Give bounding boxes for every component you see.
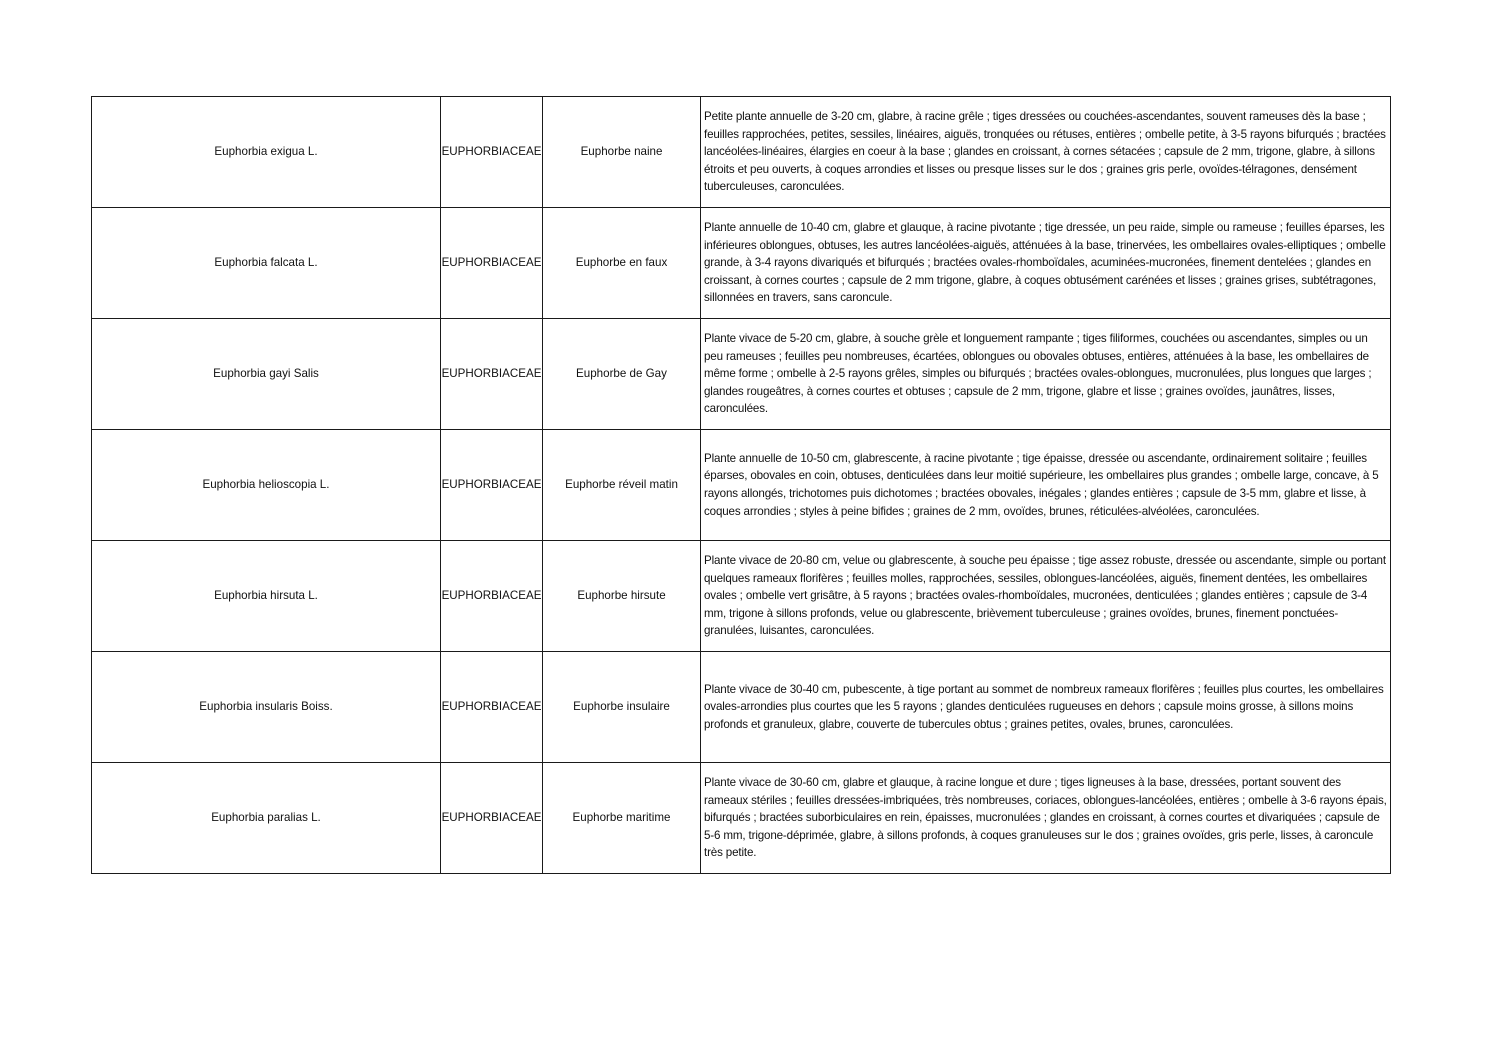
scientific-name-cell: Euphorbia paralias L. — [92, 763, 441, 874]
table-row — [92, 541, 1391, 652]
family-cell: EUPHORBIACEAE — [441, 97, 543, 208]
description-cell: Plante vivace de 5-20 cm, glabre, à souche grèle et longuement rampante ; tiges filiformes, couchées ou ascendantes, simples ou un peu rameuses ; feuilles peu nombreuses, écartées, oblongues ou obovales obtuses, entières, atténuées à la base, les ombellaires de même forme ; ombelle à 2-5 rayons grêles, simples ou bifurqués ; bractées ovales-oblongues, mucronulées, plus longues que larges ; glandes rougeâtres, à cornes courtes et obtuses ; capsule de 2 mm, trigone, glabre et lisse ; graines ovoïdes, jaunâtres, lisses, caronculées. — [701, 319, 1391, 430]
common-name-cell: Euphorbe naine — [543, 97, 701, 208]
species-sheet — [91, 96, 1390, 874]
scientific-name-cell: Euphorbia gayi Salis — [92, 319, 441, 430]
description-cell: Plante vivace de 30-60 cm, glabre et glauque, à racine longue et dure ; tiges ligneuses à la base, dressées, portant souvent des rameaux stériles ; feuilles dressées-imbriquées, très nombreuses, coriaces, oblongues-lancéolées, entières ; ombelle à 3-6 rayons épais, bifurqués ; bractées suborbiculaires en rein, épaisses, mucronulées ; glandes en croissant, à cornes courtes et divariquées ; capsule de 5-6 mm, trigone-déprimée, glabre, à sillons profonds, à coques granuleuses sur le dos ; graines ovoïdes, gris perle, lisses, à caroncule très petite. — [701, 763, 1391, 874]
common-name-cell: Euphorbe hirsute — [543, 541, 701, 652]
family-cell: EUPHORBIACEAE — [441, 208, 543, 319]
scientific-name-cell: Euphorbia hirsuta L. — [92, 541, 441, 652]
species-table — [91, 96, 1391, 874]
common-name-cell: Euphorbe réveil matin — [543, 430, 701, 541]
scientific-name-cell: Euphorbia insularis Boiss. — [92, 652, 441, 763]
scientific-name-cell: Euphorbia falcata L. — [92, 208, 441, 319]
description-cell: Plante annuelle de 10-50 cm, glabrescente, à racine pivotante ; tige épaisse, dressée ou ascendante, ordinairement solitaire ; feuilles éparses, obovales en coin, obtuses, denticulées dans leur moitié supérieure, les ombellaires plus grandes ; ombelle large, concave, à 5 rayons allongés, trichotomes puis dichotomes ; bractées obovales, inégales ; glandes entières ; capsule de 3-5 mm, glabre et lisse, à coques arrondies ; styles à peine bifides ; graines de 2 mm, ovoïdes, brunes, réticulées-alvéolées, caronculées. — [701, 430, 1391, 541]
common-name-cell: Euphorbe de Gay — [543, 319, 701, 430]
common-name-cell: Euphorbe insulaire — [543, 652, 701, 763]
table-row — [92, 652, 1391, 763]
scientific-name-cell: Euphorbia helioscopia L. — [92, 430, 441, 541]
family-cell: EUPHORBIACEAE — [441, 430, 543, 541]
description-cell: Plante annuelle de 10-40 cm, glabre et glauque, à racine pivotante ; tige dressée, un peu raide, simple ou rameuse ; feuilles éparses, les inférieures oblongues, obtuses, les autres lancéolées-aiguës, atténuées à la base, trinervées, les ombellaires ovales-elliptiques ; ombelle grande, à 3-4 rayons divariqués et bifurqués ; bractées ovales-rhomboïdales, acuminées-mucronées, finement dentelées ; glandes en croissant, à cornes courtes ; capsule de 2 mm trigone, glabre, à coques obtusément carénées et lisses ; graines grises, subtétragones, sillonnées en travers, sans caroncule. — [701, 208, 1391, 319]
family-cell: EUPHORBIACEAE — [441, 319, 543, 430]
scientific-name-cell: Euphorbia exigua L. — [92, 97, 441, 208]
description-cell: Petite plante annuelle de 3-20 cm, glabre, à racine grêle ; tiges dressées ou couchées-ascendantes, souvent rameuses dès la base ; feuilles rapprochées, petites, sessiles, linéaires, aiguës, tronquées ou rétuses, entières ; ombelle petite, à 3-5 rayons bifurqués ; bractées lancéolées-linéaires, élargies en coeur à la base ; glandes en croissant, à cornes sétacées ; capsule de 2 mm, trigone, glabre, à sillons étroits et peu ouverts, à coques arrondies et lisses ou presque lisses sur le dos ; graines gris perle, ovoïdes-télragones, densément tuberculeuses, caronculées. — [701, 97, 1391, 208]
table-row — [92, 763, 1391, 874]
table-row — [92, 319, 1391, 430]
family-cell: EUPHORBIACEAE — [441, 652, 543, 763]
description-cell: Plante vivace de 30-40 cm, pubescente, à tige portant au sommet de nombreux rameaux florifères ; feuilles plus courtes, les ombellaires ovales-arrondies plus courtes que les 5 rayons ; glandes denticulées rugueuses en dehors ; capsule moins grosse, à sillons moins profonds et granuleux, glabre, couverte de tubercules obtus ; graines petites, ovales, brunes, caronculées. — [701, 652, 1391, 763]
table-row — [92, 208, 1391, 319]
common-name-cell: Euphorbe en faux — [543, 208, 701, 319]
description-cell: Plante vivace de 20-80 cm, velue ou glabrescente, à souche peu épaisse ; tige assez robuste, dressée ou ascendante, simple ou portant quelques rameaux florifères ; feuilles molles, rapprochées, sessiles, oblongues-lancéolées, aiguës, finement dentées, les ombellaires ovales ; ombelle vert grisâtre, à 5 rayons ; bractées ovales-rhomboïdales, mucronées, denticulées ; glandes entières ; capsule de 3-4 mm, trigone à sillons profonds, velue ou glabrescente, brièvement tuberculeuse ; graines ovoïdes, brunes, finement ponctuées-granulées, luisantes, caronculées. — [701, 541, 1391, 652]
common-name-cell: Euphorbe maritime — [543, 763, 701, 874]
table-row — [92, 430, 1391, 541]
family-cell: EUPHORBIACEAE — [441, 541, 543, 652]
table-row — [92, 97, 1391, 208]
family-cell: EUPHORBIACEAE — [441, 763, 543, 874]
